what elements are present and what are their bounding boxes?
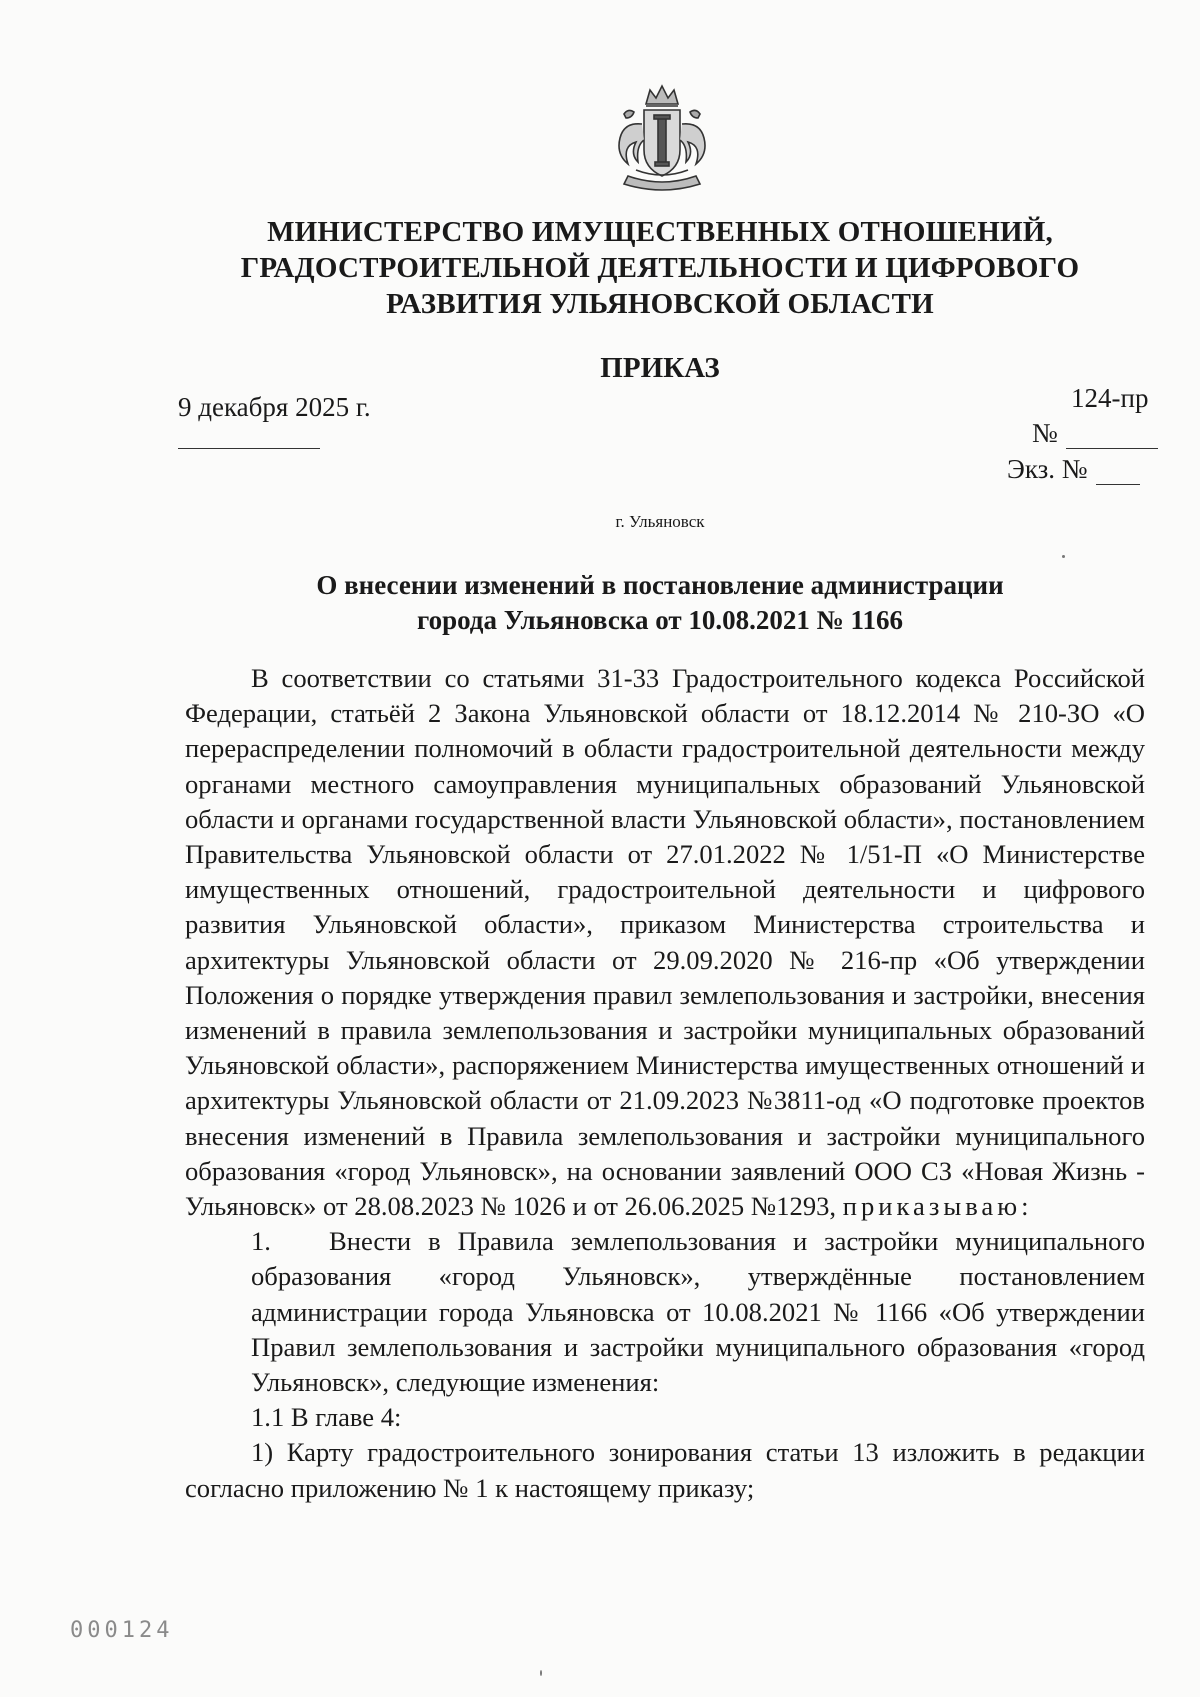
copy-underline [1096,460,1140,485]
scan-speck [1062,555,1065,558]
item-1-number: 1. [251,1226,271,1257]
number-label: № [1032,418,1058,448]
number-field [1032,418,1158,449]
document-title [160,568,1160,638]
preamble-text: В соответствии со статьями 31-33 Градостроительного кодекса Российской Федерации, статьёй 2 Закона Ульяновской области от 18.12.2014 № 210-ЗО «О перераспределении полномочий в области градостроительной деятельности между органами местного самоуправления муниципальных образований Ульяновской области и органами государственной власти Ульяновской области», постановлением Правительства Ульяновской области от 27.01.2022 № 1/51-П «О Министерстве имущественных отношений, градостроительной деятельности и цифрового развития Ульяновской области», приказом Министерства строительства и архитектуры Ульяновской области от 29.09.2020 № 216-пр «Об утверждении Положения о порядке утверждения правил землепользования и застройки, внесения изменений в правила землепользования и застройки муниципальных образований Ульяновской области», распоряжением Министерства имущественных отношений и архитектуры Ульяновской области от 21.09.2023 №3811-од «О подготовке проектов внесения изменений в Правила землепользования и застройки муниципального образования «город Ульяновск», на основании заявлений ООО СЗ «Новая Жизнь - Ульяновск» от 28.08.2023 № 1026 и от 26.06.2025 №1293, [185,663,1145,1222]
item-1 [185,1224,1145,1400]
page-stamp: 000124 [70,1618,174,1643]
date-underline [178,448,320,449]
number-underline [1066,424,1158,449]
title-line: О внесении изменений в постановление администрации [316,570,1004,600]
ministry-line: МИНИСТЕРСТВО ИМУЩЕСТВЕННЫХ ОТНОШЕНИЙ, [267,216,1053,248]
copy-field [1007,454,1140,485]
preamble-paragraph [185,661,1145,1224]
document-body [185,661,1145,1506]
order-date: 9 декабря 2025 г. [178,392,371,422]
ministry-line: РАЗВИТИЯ УЛЬЯНОВСКОЙ ОБЛАСТИ [386,288,934,320]
subitem-1-1-1: 1) Карту градостроительного зонирования статьи 13 изложить в редакции согласно приложению № 1 к настоящему приказу; [185,1437,1145,1503]
order-verb: приказываю: [842,1191,1033,1222]
scan-speck [540,1670,542,1676]
coat-of-arms-icon [606,84,718,198]
ministry-name [160,214,1160,322]
ministry-line: ГРАДОСТРОИТЕЛЬНОЙ ДЕЯТЕЛЬНОСТИ И ЦИФРОВОГО [240,252,1080,284]
subitem-1-1: 1.1 В главе 4: [251,1402,402,1433]
item-1-text: Внести в Правила землепользования и застройки муниципального образования «город Ульяновск», утверждённые постановлением администрации города Ульяновска от 10.08.2021 № 1166 «Об утверждении Правил землепользования и застройки муниципального образования «город Ульяновск», следующие изменения: [251,1226,1145,1398]
title-line: города Ульяновска от 10.08.2021 № 1166 [416,605,903,635]
document-type: ПРИКАЗ [600,352,720,384]
city: г. Ульяновск [615,512,705,531]
copy-label: Экз. № [1007,454,1088,484]
order-number: 124-пр [1071,383,1149,413]
